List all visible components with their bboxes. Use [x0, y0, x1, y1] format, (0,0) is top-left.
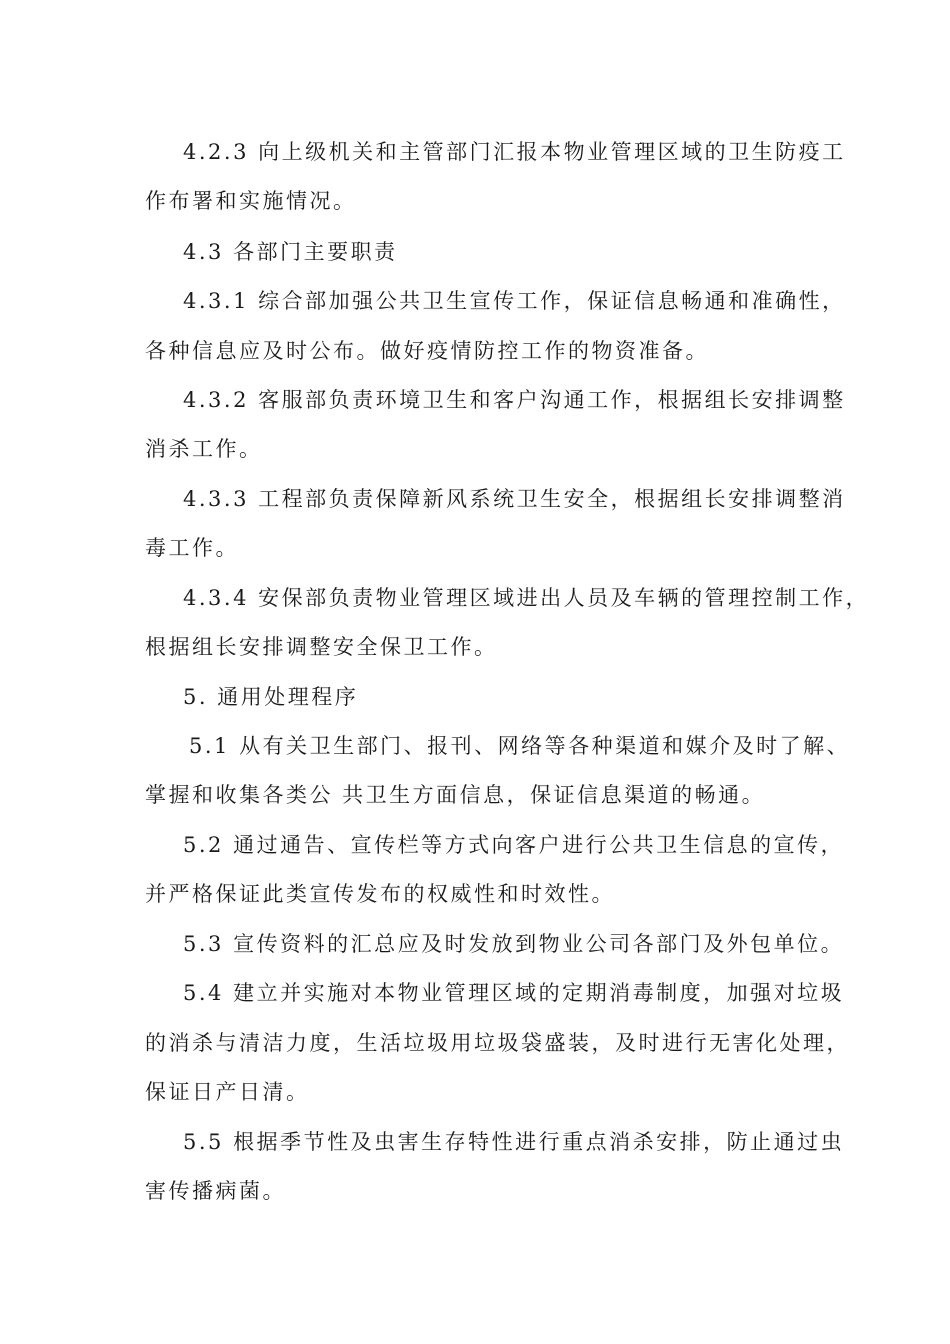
text-line-5-4-cont-2: 保证日产日清。 [145, 1080, 310, 1104]
text-line-5-1-cont: 掌握和收集各类公 共卫生方面信息，保证信息渠道的畅通。 [145, 783, 766, 807]
text-line-4-3-2-cont: 消杀工作。 [145, 437, 263, 461]
text-line-4-2-3: 4.2.3 向上级机关和主管部门汇报本物业管理区域的卫生防疫工 [183, 140, 846, 164]
heading-5: 5. 通用处理程序 [183, 685, 359, 709]
heading-4-3: 4.3 各部门主要职责 [183, 240, 398, 264]
text-line-5-2-cont: 并严格保证此类宣传发布的权威性和时效性。 [145, 882, 615, 906]
text-line-4-3-4: 4.3.4 安保部负责物业管理区域进出人员及车辆的管理控制工作， [183, 586, 870, 610]
text-line-4-3-1: 4.3.1 综合部加强公共卫生宣传工作，保证信息畅通和准确性， [183, 289, 846, 313]
text-line-5-2: 5.2 通过通告、宣传栏等方式向客户进行公共卫生信息的宣传， [183, 833, 845, 857]
text-line-5-4-cont-1: 的消杀与清洁力度，生活垃圾用垃圾袋盛装，及时进行无害化处理， [145, 1031, 850, 1055]
text-line-5-5-cont: 害传播病菌。 [145, 1179, 286, 1203]
text-line-5-5: 5.5 根据季节性及虫害生存特性进行重点消杀安排，防止通过虫 [183, 1130, 845, 1154]
text-line-5-4: 5.4 建立并实施对本物业管理区域的定期消毒制度，加强对垃圾 [183, 981, 845, 1005]
text-line-4-3-2: 4.3.2 客服部负责环境卫生和客户沟通工作，根据组长安排调整 [183, 388, 846, 412]
text-line-4-3-1-cont: 各种信息应及时公布。做好疫情防控工作的物资准备。 [145, 339, 709, 363]
text-line-5-1: 5.1 从有关卫生部门、报刊、网络等各种渠道和媒介及时了解、 [189, 734, 851, 758]
text-line-5-3: 5.3 宣传资料的汇总应及时发放到物业公司各部门及外包单位。 [183, 932, 845, 956]
text-line-4-3-3-cont: 毒工作。 [145, 536, 239, 560]
text-line-4-3-3: 4.3.3 工程部负责保障新风系统卫生安全，根据组长安排调整消 [183, 487, 846, 511]
text-line-4-2-3-cont: 作布署和实施情况。 [145, 189, 357, 213]
text-line-4-3-4-cont: 根据组长安排调整安全保卫工作。 [145, 635, 498, 659]
